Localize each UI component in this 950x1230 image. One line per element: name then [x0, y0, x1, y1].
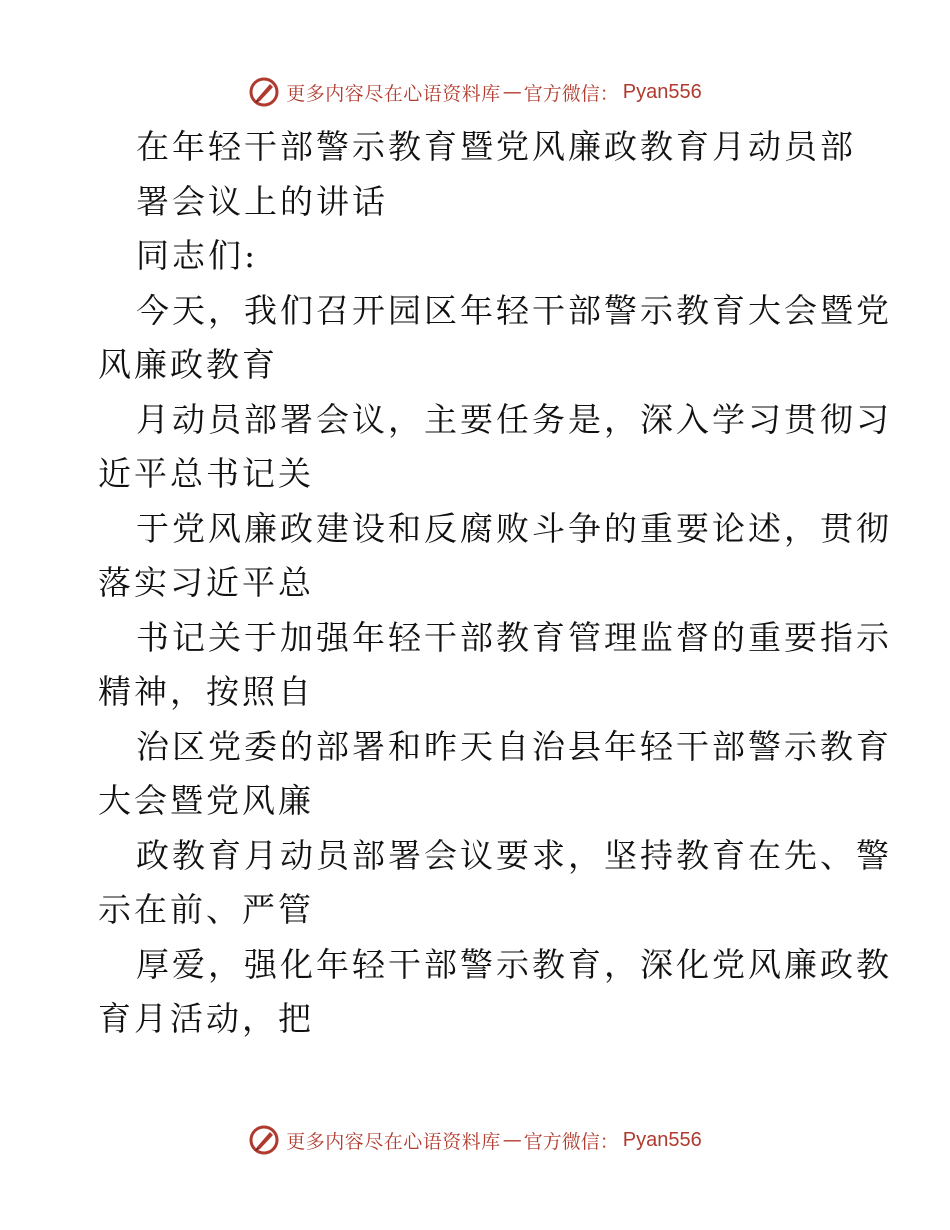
text-line: 今天，我们召开园区年轻干部警示教育大会暨党: [136, 290, 892, 330]
wechat-label: 官方微信：: [523, 1130, 619, 1153]
document-title-line: 署会议上的讲话: [136, 181, 388, 221]
text-line: 月动员部署会议，主要任务是，深入学习贯彻习: [136, 399, 892, 439]
text-line: 厚爱，强化年轻干部警示教育，深化党风廉政教: [136, 944, 892, 984]
watermark-text: 更多内容尽在心语资料库: [286, 1130, 501, 1153]
text-line: 同志们:: [136, 236, 259, 275]
footer-watermark: [0, 1120, 950, 1160]
text-line: 于党风廉政建设和反腐败斗争的重要论述，贯彻: [136, 508, 892, 548]
text-line: 风廉政教育: [98, 345, 278, 384]
quill-pen-logo-icon: [248, 76, 280, 108]
document-body: [98, 120, 892, 1047]
text-line: 落实习近平总: [98, 563, 314, 602]
quill-pen-logo-icon: [248, 1124, 280, 1156]
text-line: 大会暨党风廉: [98, 781, 314, 820]
text-line: 育月活动，把: [98, 999, 314, 1038]
wechat-label: 官方微信：: [523, 82, 619, 105]
wechat-id: Pyan556: [622, 1128, 702, 1151]
text-line: 书记关于加强年轻干部教育管理监督的重要指示: [136, 617, 892, 657]
text-line: 近平总书记关: [98, 454, 314, 493]
header-watermark: [0, 72, 950, 112]
text-line: 政教育月动员部署会议要求，坚持教育在先、警: [136, 835, 892, 875]
watermark-separator: —: [502, 1129, 522, 1151]
watermark-separator: —: [502, 81, 522, 103]
text-line: 示在前、严管: [98, 890, 314, 929]
text-line: 治区党委的部署和昨天自治县年轻干部警示教育: [136, 726, 892, 766]
document-title-line: 在年轻干部警示教育暨党风廉政教育月动员部: [136, 127, 856, 166]
wechat-id: Pyan556: [622, 80, 702, 103]
watermark-text: 更多内容尽在心语资料库: [286, 82, 501, 105]
text-line: 精神，按照自: [98, 672, 314, 711]
